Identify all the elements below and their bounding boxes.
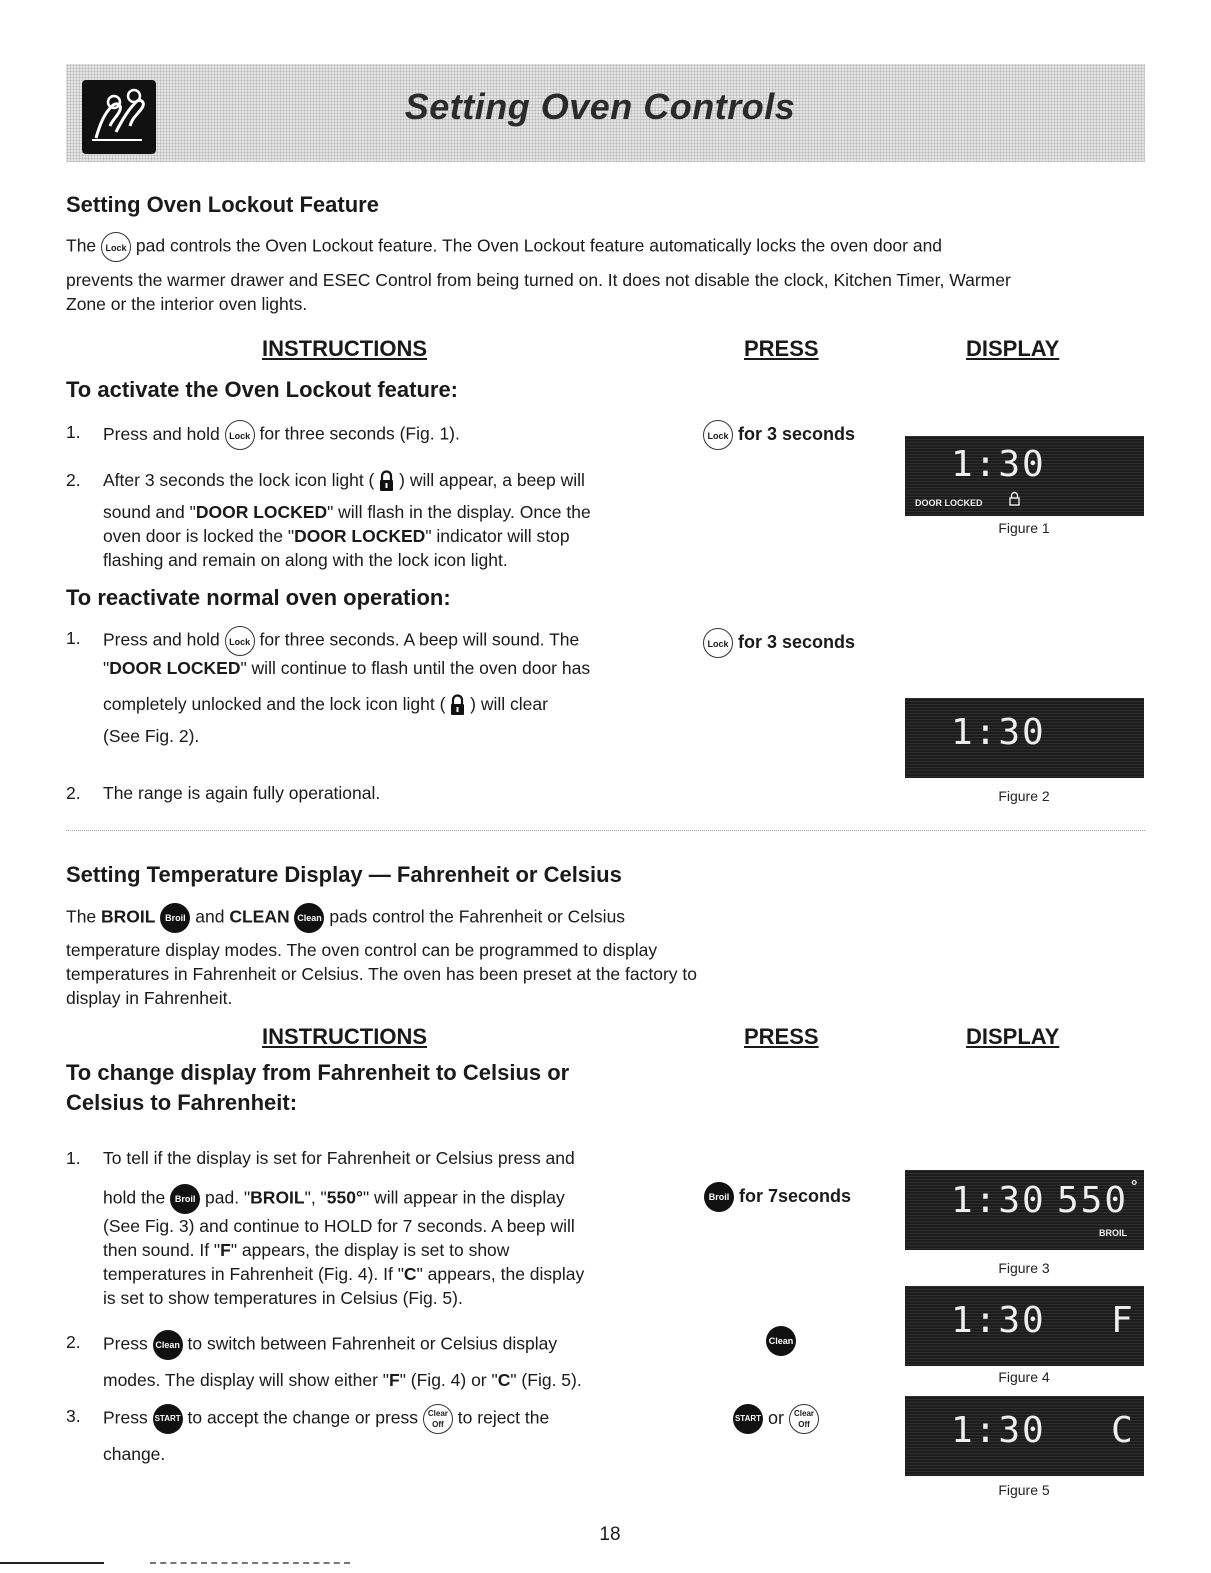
temp-section-title: Setting Temperature Display — Fahrenheit or Celsius <box>66 862 622 887</box>
step-text: temperatures in Fahrenheit (Fig. 4). If " <box>103 1264 404 1284</box>
press-broil-7s <box>704 1182 851 1212</box>
step-text: " appears, the display is set to show <box>230 1240 510 1260</box>
step-number: 3. <box>66 1406 81 1426</box>
lock-pad-icon: Lock <box>225 420 255 450</box>
lock-icon <box>379 470 394 492</box>
step-text: " indicator will stop <box>425 526 570 547</box>
lock-pad-icon: Lock <box>703 420 733 450</box>
activate-step-1 <box>66 420 686 450</box>
clean-pad-icon: Clean <box>294 903 324 933</box>
off-label: Off <box>798 1420 810 1429</box>
step-text: " will flash in the display. Once the <box>327 502 591 523</box>
door-locked-term: DOOR LOCKED <box>109 658 241 678</box>
activate-step-2 <box>66 468 686 572</box>
step-text: to reject the <box>457 1407 550 1428</box>
clean-term: CLEAN <box>229 906 290 927</box>
step-number: 2. <box>66 1332 81 1352</box>
lockout-section-title: Setting Oven Lockout Feature <box>66 192 379 217</box>
press-instruction: for 3 seconds <box>738 631 856 652</box>
display-unit: F <box>1111 1300 1135 1341</box>
step-text: to switch between Fahrenheit or Celsius display <box>187 1333 558 1354</box>
lockout-intro-line-3: Zone or the interior oven lights. <box>66 294 308 314</box>
press-clean <box>766 1326 796 1356</box>
step-number: 1. <box>66 1148 81 1168</box>
figure-3-display <box>905 1170 1144 1250</box>
figure-2-display <box>905 698 1144 778</box>
temp-value-term: 550° <box>326 1187 363 1208</box>
step-text: sound and " <box>103 502 196 523</box>
step-text: flashing and remain on along with the lock icon light. <box>103 550 508 571</box>
step-text: ", " <box>304 1187 327 1208</box>
step-text: modes. The display will show either " <box>103 1370 390 1390</box>
figure-4-caption: Figure 4 <box>998 1369 1050 1385</box>
step-text: " (Fig. 4) or " <box>399 1370 498 1390</box>
intro-text: pad controls the Oven Lockout feature. The Oven Lockout feature automatically locks the oven door and <box>135 235 943 256</box>
off-label: Off <box>432 1420 444 1429</box>
door-locked-term: DOOR LOCKED <box>195 502 328 523</box>
start-pad-icon: START <box>153 1404 183 1434</box>
change-heading-line-1: To change display from Fahrenheit to Celsius or <box>66 1060 570 1085</box>
temp-intro-line-2: temperature display modes. The oven control can be programmed to display <box>66 940 658 960</box>
or-text: or <box>768 1407 785 1428</box>
step-text: completely unlocked and the lock icon light ( <box>103 694 446 714</box>
press-instruction: for 3 seconds <box>738 423 856 444</box>
step-text: Press and hold <box>103 423 220 444</box>
press-lock-3s <box>703 420 855 450</box>
clean-pad-icon: Clean <box>153 1330 183 1360</box>
step-text: (See Fig. 3) and continue to HOLD for 7 seconds. A beep will <box>103 1216 575 1236</box>
door-locked-term: DOOR LOCKED <box>294 526 426 547</box>
intro-text: The <box>66 235 97 256</box>
broil-pad-icon: Broil <box>170 1184 200 1214</box>
step-text: change. <box>103 1444 166 1464</box>
step-number: 2. <box>66 470 81 490</box>
figure-5-display <box>905 1396 1144 1476</box>
step-text: pad. " <box>205 1187 251 1208</box>
step-number: 1. <box>66 422 81 442</box>
celsius-term: C <box>403 1264 417 1284</box>
step-text: " will appear in the display <box>362 1187 565 1208</box>
press-lock-3s <box>703 628 855 658</box>
lock-pad-icon: Lock <box>225 626 255 656</box>
display-unit: C <box>1111 1410 1135 1451</box>
hands-on-controls-icon <box>82 80 156 154</box>
press-start-or-clear <box>733 1404 819 1434</box>
display-heading: DISPLAY <box>966 1024 1060 1049</box>
section-divider <box>66 830 1145 831</box>
step-text: for three seconds. A beep will sound. The <box>259 629 580 650</box>
clear-off-pad-icon <box>423 1404 453 1434</box>
clean-pad-icon: Clean <box>766 1326 796 1356</box>
reactivate-heading: To reactivate normal oven operation: <box>66 585 451 610</box>
display-time: 1:30 <box>951 712 1046 753</box>
celsius-term: C <box>497 1370 511 1390</box>
display-temperature: 550 <box>1057 1180 1129 1221</box>
intro-text: pads control the Fahrenheit or Celsius <box>329 906 626 927</box>
step-text: To tell if the display is set for Fahrenheit or Celsius press and <box>103 1148 575 1168</box>
broil-indicator: BROIL <box>1099 1228 1127 1238</box>
page-title: Setting Oven Controls <box>404 86 796 127</box>
change-heading-line-2: Celsius to Fahrenheit: <box>66 1090 298 1115</box>
step-text: " <box>103 658 110 678</box>
step-text: (See Fig. 2). <box>103 726 200 747</box>
reactivate-step-2 <box>66 781 686 805</box>
step-text: " will continue to flash until the oven door has <box>240 658 591 678</box>
page-number: 18 <box>599 1524 621 1545</box>
step-text: ) will appear, a beep will <box>399 470 585 490</box>
step-text: " appears, the display <box>416 1264 585 1284</box>
footer-rule <box>0 1562 104 1564</box>
clear-label: Clear <box>427 1409 448 1418</box>
display-time: 1:30 <box>951 1410 1046 1451</box>
degree-symbol: ° <box>1131 1178 1138 1195</box>
step-number: 2. <box>66 783 81 803</box>
press-heading: PRESS <box>744 336 819 361</box>
figure-3-caption: Figure 3 <box>998 1260 1050 1276</box>
lock-pad-icon: Lock <box>101 232 131 262</box>
temp-intro-line-1 <box>66 903 966 933</box>
fahrenheit-term: F <box>220 1240 231 1260</box>
step-text: Press and hold <box>103 629 220 650</box>
change-step-2 <box>66 1330 706 1392</box>
step-number: 1. <box>66 628 81 648</box>
change-step-1 <box>66 1146 706 1310</box>
start-pad-icon: START <box>733 1404 763 1434</box>
press-heading: PRESS <box>744 1024 819 1049</box>
step-text: ) will clear <box>470 694 548 714</box>
temp-intro-line-4: display in Fahrenheit. <box>66 988 233 1008</box>
figure-1-caption: Figure 1 <box>998 520 1050 536</box>
lock-icon <box>1009 491 1020 511</box>
figure-1-display <box>905 436 1144 516</box>
fahrenheit-term: F <box>389 1370 400 1390</box>
reactivate-step-1 <box>66 626 686 748</box>
step-text: Press <box>103 1333 148 1354</box>
step-text: After 3 seconds the lock icon light ( <box>103 470 375 490</box>
lock-pad-icon: Lock <box>703 628 733 658</box>
clear-label: Clear <box>794 1409 815 1418</box>
temp-intro-line-3: temperatures in Fahrenheit or Celsius. The oven has been preset at the factory to <box>66 964 697 984</box>
intro-text: and <box>195 906 225 927</box>
footer-dash <box>150 1562 350 1564</box>
display-time: 1:30 <box>951 444 1046 485</box>
display-heading: DISPLAY <box>966 336 1060 361</box>
figure-2-caption: Figure 2 <box>998 788 1050 804</box>
broil-term: BROIL <box>101 906 156 927</box>
instructions-heading: INSTRUCTIONS <box>262 1024 427 1049</box>
broil-term: BROIL <box>250 1187 305 1208</box>
intro-text: The <box>66 906 97 927</box>
lock-icon <box>450 694 465 716</box>
step-text: is set to show temperatures in Celsius (Fig. 5). <box>103 1288 463 1308</box>
step-text: then sound. If " <box>103 1240 221 1260</box>
press-instruction: for 7seconds <box>739 1185 852 1206</box>
step-text: to accept the change or press <box>187 1407 419 1428</box>
display-time: 1:30 <box>951 1180 1046 1221</box>
activate-heading: To activate the Oven Lockout feature: <box>66 377 459 402</box>
display-time: 1:30 <box>951 1300 1046 1341</box>
step-text: Press <box>103 1407 148 1428</box>
instructions-heading: INSTRUCTIONS <box>262 336 427 361</box>
door-locked-indicator: DOOR LOCKED <box>915 498 983 508</box>
lockout-intro-line-1 <box>66 232 1156 262</box>
figure-5-caption: Figure 5 <box>998 1482 1050 1498</box>
figure-4-display <box>905 1286 1144 1366</box>
broil-pad-icon: Broil <box>704 1182 734 1212</box>
step-text: hold the <box>103 1187 166 1208</box>
change-step-3 <box>66 1404 706 1466</box>
step-text: " (Fig. 5). <box>510 1370 582 1390</box>
broil-pad-icon: Broil <box>160 903 190 933</box>
clear-off-pad-icon <box>789 1404 819 1434</box>
step-text: oven door is locked the " <box>103 526 295 547</box>
step-text: The range is again fully operational. <box>103 783 381 803</box>
step-text: for three seconds (Fig. 1). <box>259 423 460 444</box>
lockout-intro-line-2: prevents the warmer drawer and ESEC Control from being turned on. It does not disable the clock, Kitchen Timer, Warmer <box>66 270 1011 290</box>
